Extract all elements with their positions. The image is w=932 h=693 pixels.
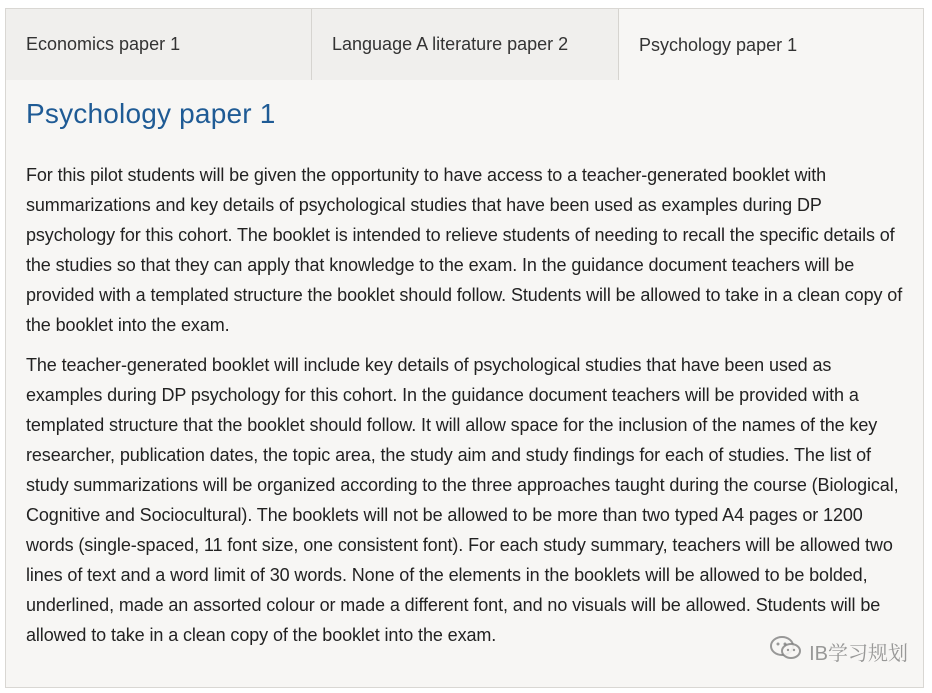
watermark-text: IB学习规划 <box>809 642 908 665</box>
panel-paragraph: For this pilot students will be given the opportunity to have access to a teacher-generated booklet with summarizations and key details of psychological studies that have been used as examples during DP psychology for this cohort. The booklet is intended to relieve students of needing to recall the specific details of the studies so that they can apply that knowledge to the exam. In the guidance document teachers will be provided with a templated structure the booklet should follow. Students will be allowed to take in a clean copy of the booklet into the exam. <box>26 165 903 335</box>
tab-bar <box>6 9 923 80</box>
tab-panel <box>6 80 923 650</box>
watermark <box>769 635 908 667</box>
wechat-icon <box>769 635 803 667</box>
tab-economics-paper-1[interactable]: Economics paper 1 <box>6 9 312 80</box>
tab-widget <box>5 8 924 688</box>
panel-paragraph: The teacher-generated booklet will include key details of psychological studies that have been used as examples during DP psychology for this cohort. In the guidance document teachers will be provided with a templated structure that the booklet should follow. It will allow space for the inclusion of the names of the key researcher, publication dates, the topic area, the study aim and study findings for each of studies. The list of study summarizations will be organized according to the three approaches taught during the course (Biological, Cognitive and Sociocultural). The booklets will not be allowed to be more than two typed A4 pages or 1200 words (single-spaced, 11 font size, one consistent font). For each study summary, teachers will be allowed two lines of text and a word limit of 30 words. None of the elements in the booklets will be allowed to be bolded, underlined, made an assorted colour or made a different font, and no visuals will be allowed. Students will be allowed to take in a clean copy of the booklet into the exam. <box>26 355 899 645</box>
tab-language-a-literature-paper-2[interactable]: Language A literature paper 2 <box>312 9 619 80</box>
tab-psychology-paper-1[interactable]: Psychology paper 1 <box>619 9 923 81</box>
panel-title: Psychology paper 1 <box>26 98 276 129</box>
